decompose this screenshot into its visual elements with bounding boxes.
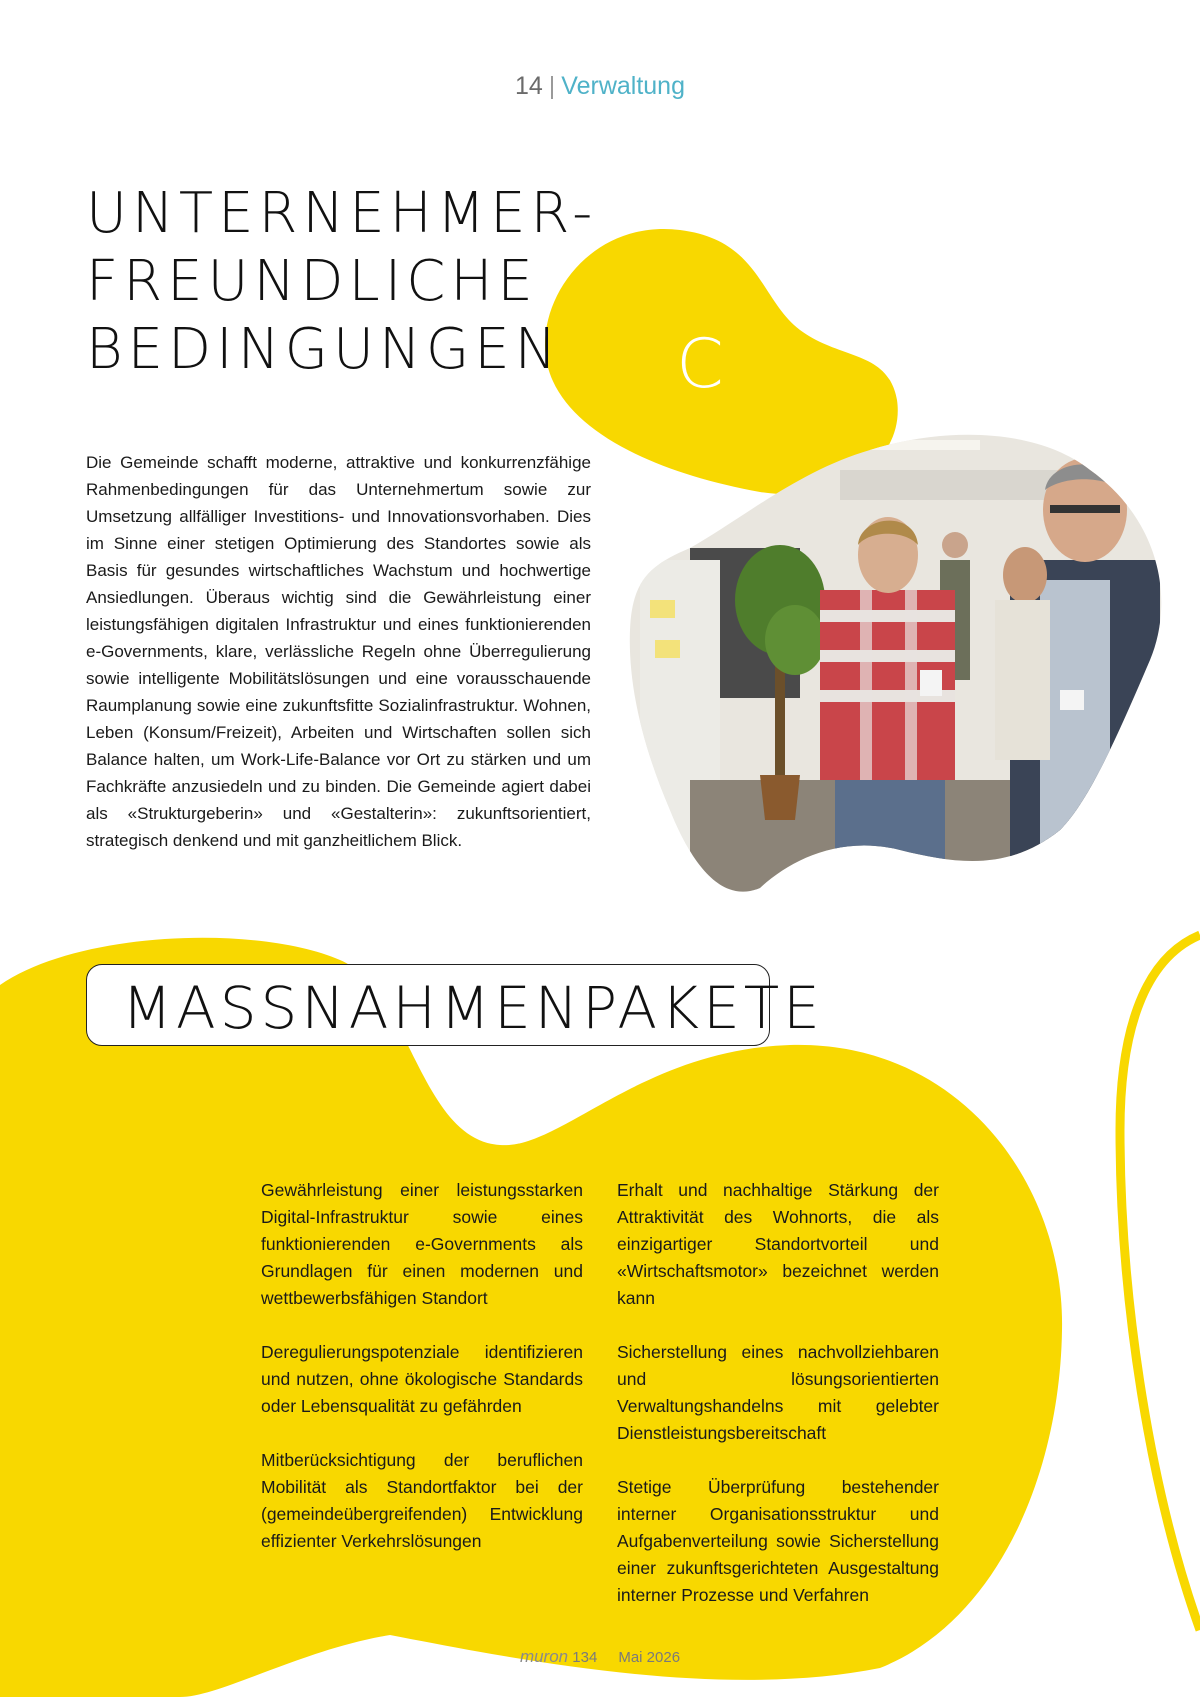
page-title bbox=[86, 180, 597, 384]
measures-column-left bbox=[261, 1177, 583, 1582]
yellow-arc-right bbox=[1120, 935, 1200, 1630]
intro-paragraph: Die Gemeinde schafft moderne, attraktive und konkurrenzfähige Rahmenbedingungen für das Unternehmertum sowie zur Umsetzung allfälliger Investitions- und Innovationsvorhaben. Dies im Sinne einer stetigen Optimierung des Standortes sowie als Basis für gesundes wirtschaftliches Wachstum und hochwertige Ansiedlungen. Überaus wichtig sind die Gewährleistung einer leistungsfähigen digitalen Infrastruktur und eines funktionierenden e-Governments, klare, verlässliche Regeln ohne Überregulierung sowie intelligente Mobilitätslösungen und eine vorausschauende Raumplanung sowie eine zukunftsfitte Sozialinfrastruktur. Wohnen, Leben (Konsum/Freizeit), Arbeiten und Wirtschaften sollen sich Balance halten, um Work-Life-Balance vor Ort zu stärken und um Fachkräfte anzusiedeln und zu binden. Die Gemeinde agiert dabei als «Strukturgeberin» und «Gestalterin»: zukunftsorientiert, strategisch denkend und mit ganzheitlichem Blick. bbox=[86, 453, 591, 850]
footer-issue: 134 bbox=[572, 1649, 598, 1666]
measure-item: Mitberücksichtigung der beruflichen Mobilität als Standortfaktor bei der (gemeindeübergreifenden) Entwicklung effizienter Verkehrslösungen bbox=[261, 1450, 583, 1551]
section-heading: MASSNAHMENPAKETE bbox=[122, 974, 824, 1042]
event-photo bbox=[620, 420, 1180, 900]
section-name: Verwaltung bbox=[561, 72, 685, 100]
title-line-3: BEDINGUNGEN bbox=[86, 317, 562, 382]
measure-item: Gewährleistung einer leistungsstarken Digital-Infrastruktur sowie eines funktionierenden e-Governments als Grundlagen für einen modernen und wettbewerbsfähigen Standort bbox=[261, 1180, 583, 1308]
footer-square-icon bbox=[602, 1651, 613, 1662]
footer-brand: muron bbox=[519, 1647, 569, 1666]
section-heading-box bbox=[86, 964, 824, 1046]
measure-item: Deregulierungspotenziale identifizieren und nutzen, ohne ökologische Standards oder Lebensqualität zu gefährden bbox=[261, 1342, 583, 1416]
chapter-letter: C bbox=[676, 325, 724, 404]
title-line-1: UNTERNEHMER- bbox=[86, 181, 598, 246]
page-footer bbox=[0, 1647, 1200, 1667]
measures-column-right bbox=[617, 1177, 939, 1636]
page-header bbox=[0, 72, 1200, 101]
measure-item: Erhalt und nachhaltige Stärkung der Attraktivität des Wohnorts, die als einzigartiger Standortvorteil und «Wirtschaftsmotor» bezeichnet werden kann bbox=[617, 1180, 939, 1308]
title-line-2: FREUNDLICHE bbox=[86, 249, 538, 314]
page-number: 14 bbox=[514, 72, 543, 100]
footer-date: Mai 2026 bbox=[618, 1649, 681, 1666]
header-separator: | bbox=[548, 72, 556, 100]
measure-item: Stetige Überprüfung bestehender interner Organisationsstruktur und Aufgabenverteilung sowie Sicherstellung einer zukunftsgerichteten Ausgestaltung interner Prozesse und Verfahren bbox=[617, 1477, 939, 1605]
measure-item: Sicherstellung eines nachvollziehbaren und lösungsorientierten Verwaltungshandelns mit gelebter Dienstleistungsbereitschaft bbox=[617, 1342, 939, 1443]
